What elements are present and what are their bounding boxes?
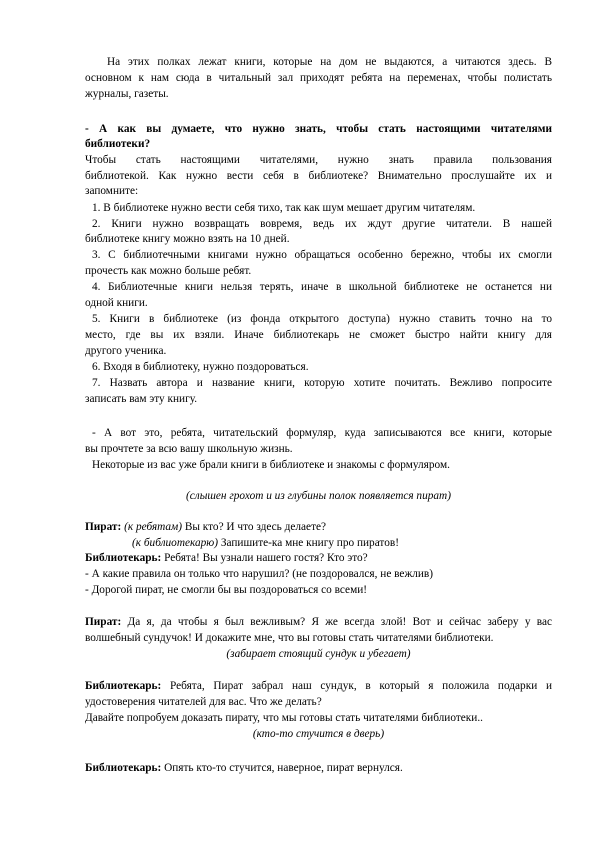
rule-item: 2. Книги нужно возвращать вовремя, ведь их ждут другие читатели. В нашей bbox=[92, 218, 552, 230]
text-line: На этих полках лежат книги, которые на дом не выдаются, а читаются здесь. В bbox=[107, 56, 552, 68]
remark: (к библиотекарю) bbox=[132, 537, 219, 549]
rule-item: одной книги. bbox=[85, 297, 148, 309]
speaker-label: Библиотекарь: bbox=[85, 552, 162, 564]
rule-item: место, где вы их взяли. Иначе библиотекарь не сможет быстро найти книгу для bbox=[85, 329, 552, 341]
rule-item: 7. Назвать автора и название книги, которую хотите почитать. Вежливо попросите bbox=[92, 377, 552, 389]
rule-item: 3. С библиотечными книгами нужно обращаться особенно бережно, чтобы их смогли bbox=[92, 249, 552, 261]
question-heading: - А как вы думаете, что нужно знать, чтобы стать настоящими читателями bbox=[85, 123, 552, 135]
remark: (к ребятам) bbox=[124, 521, 183, 533]
text-line: вы прочтете за всю вашу школьную жизнь. bbox=[85, 443, 293, 455]
speaker-label: Библиотекарь: bbox=[85, 680, 162, 692]
dialogue-line: Пират: Да я, да чтобы я был вежливым? Я же всегда злой! Вот и сейчас заберу у вас bbox=[85, 616, 552, 628]
rule-item: записать вам эту книгу. bbox=[85, 393, 198, 405]
text-line: библиотекой. Как нужно вести себя в библиотеке? Внимательно прослушайте их и bbox=[85, 170, 552, 182]
dialogue-line: - А какие правила он только что нарушил? (не поздоровался, не вежлив) bbox=[85, 568, 434, 580]
text-line: Чтобы стать настоящими читателями, нужно знать правила пользования bbox=[85, 154, 552, 166]
text-line: запомните: bbox=[85, 185, 139, 197]
dialogue-line: Библиотекарь: Опять кто-то стучится, наверное, пират вернулся. bbox=[85, 762, 403, 774]
text-line: журналы, газеты. bbox=[85, 88, 169, 100]
dialogue-line: (к библиотекарю) Запишите-ка мне книгу про пиратов! bbox=[132, 537, 399, 549]
stage-direction: (кто-то стучится в дверь) bbox=[252, 728, 385, 740]
rule-item: 4. Библиотечные книги нельзя терять, иначе в школьной библиотеке не останется ни bbox=[92, 281, 552, 293]
rule-item: другого ученика. bbox=[85, 345, 167, 357]
dialogue-line: удостоверения читателей для вас. Что же делать? bbox=[85, 696, 322, 708]
rule-item: 1. В библиотеке нужно вести себя тихо, так как шум мешает другим читателям. bbox=[92, 202, 476, 214]
dialogue-line: Давайте попробуем доказать пирату, что мы готовы стать читателями библиотеки.. bbox=[85, 712, 483, 724]
text-line: - А вот это, ребята, читательский формуляр, куда записываются все книги, которые bbox=[92, 427, 552, 439]
rule-item: библиотеке книгу можно взять на 10 дней. bbox=[85, 233, 290, 245]
question-heading: библиотеки? bbox=[85, 138, 151, 150]
dialogue-line: Библиотекарь: Ребята! Вы узнали нашего гостя? Кто это? bbox=[85, 552, 368, 564]
speaker-label: Пират: bbox=[85, 616, 122, 628]
rule-item: 6. Входя в библиотеку, нужно поздороваться. bbox=[92, 361, 309, 373]
stage-direction: (слышен грохот и из глубины полок появляется пират) bbox=[186, 490, 451, 502]
stage-direction: (забирает стоящий сундук и убегает) bbox=[226, 648, 411, 660]
text-line: Некоторые из вас уже брали книги в библиотеке и знакомы с формуляром. bbox=[92, 459, 450, 471]
text-line: основном к нам сюда в читальный зал приходят ребята на переменах, чтобы полистать bbox=[85, 72, 552, 84]
rule-item: 5. Книги в библиотеке (из фонда открытого доступа) нужно ставить точно на то bbox=[92, 313, 552, 325]
rule-item: прочесть как можно больше ребят. bbox=[85, 265, 252, 277]
speaker-label: Библиотекарь: bbox=[85, 762, 162, 774]
speaker-label: Пират: bbox=[85, 521, 122, 533]
dialogue-line: Библиотекарь: Ребята, Пират забрал наш сундук, в который я положила подарки и bbox=[85, 680, 552, 692]
dialogue-line: Пират: (к ребятам) Вы кто? И что здесь делаете? bbox=[85, 521, 327, 533]
dialogue-line: - Дорогой пират, не смогли бы вы поздороваться со всеми! bbox=[85, 584, 368, 596]
dialogue-line: волшебный сундучок! И докажите мне, что вы готовы стать читателями библиотеки. bbox=[85, 632, 494, 644]
